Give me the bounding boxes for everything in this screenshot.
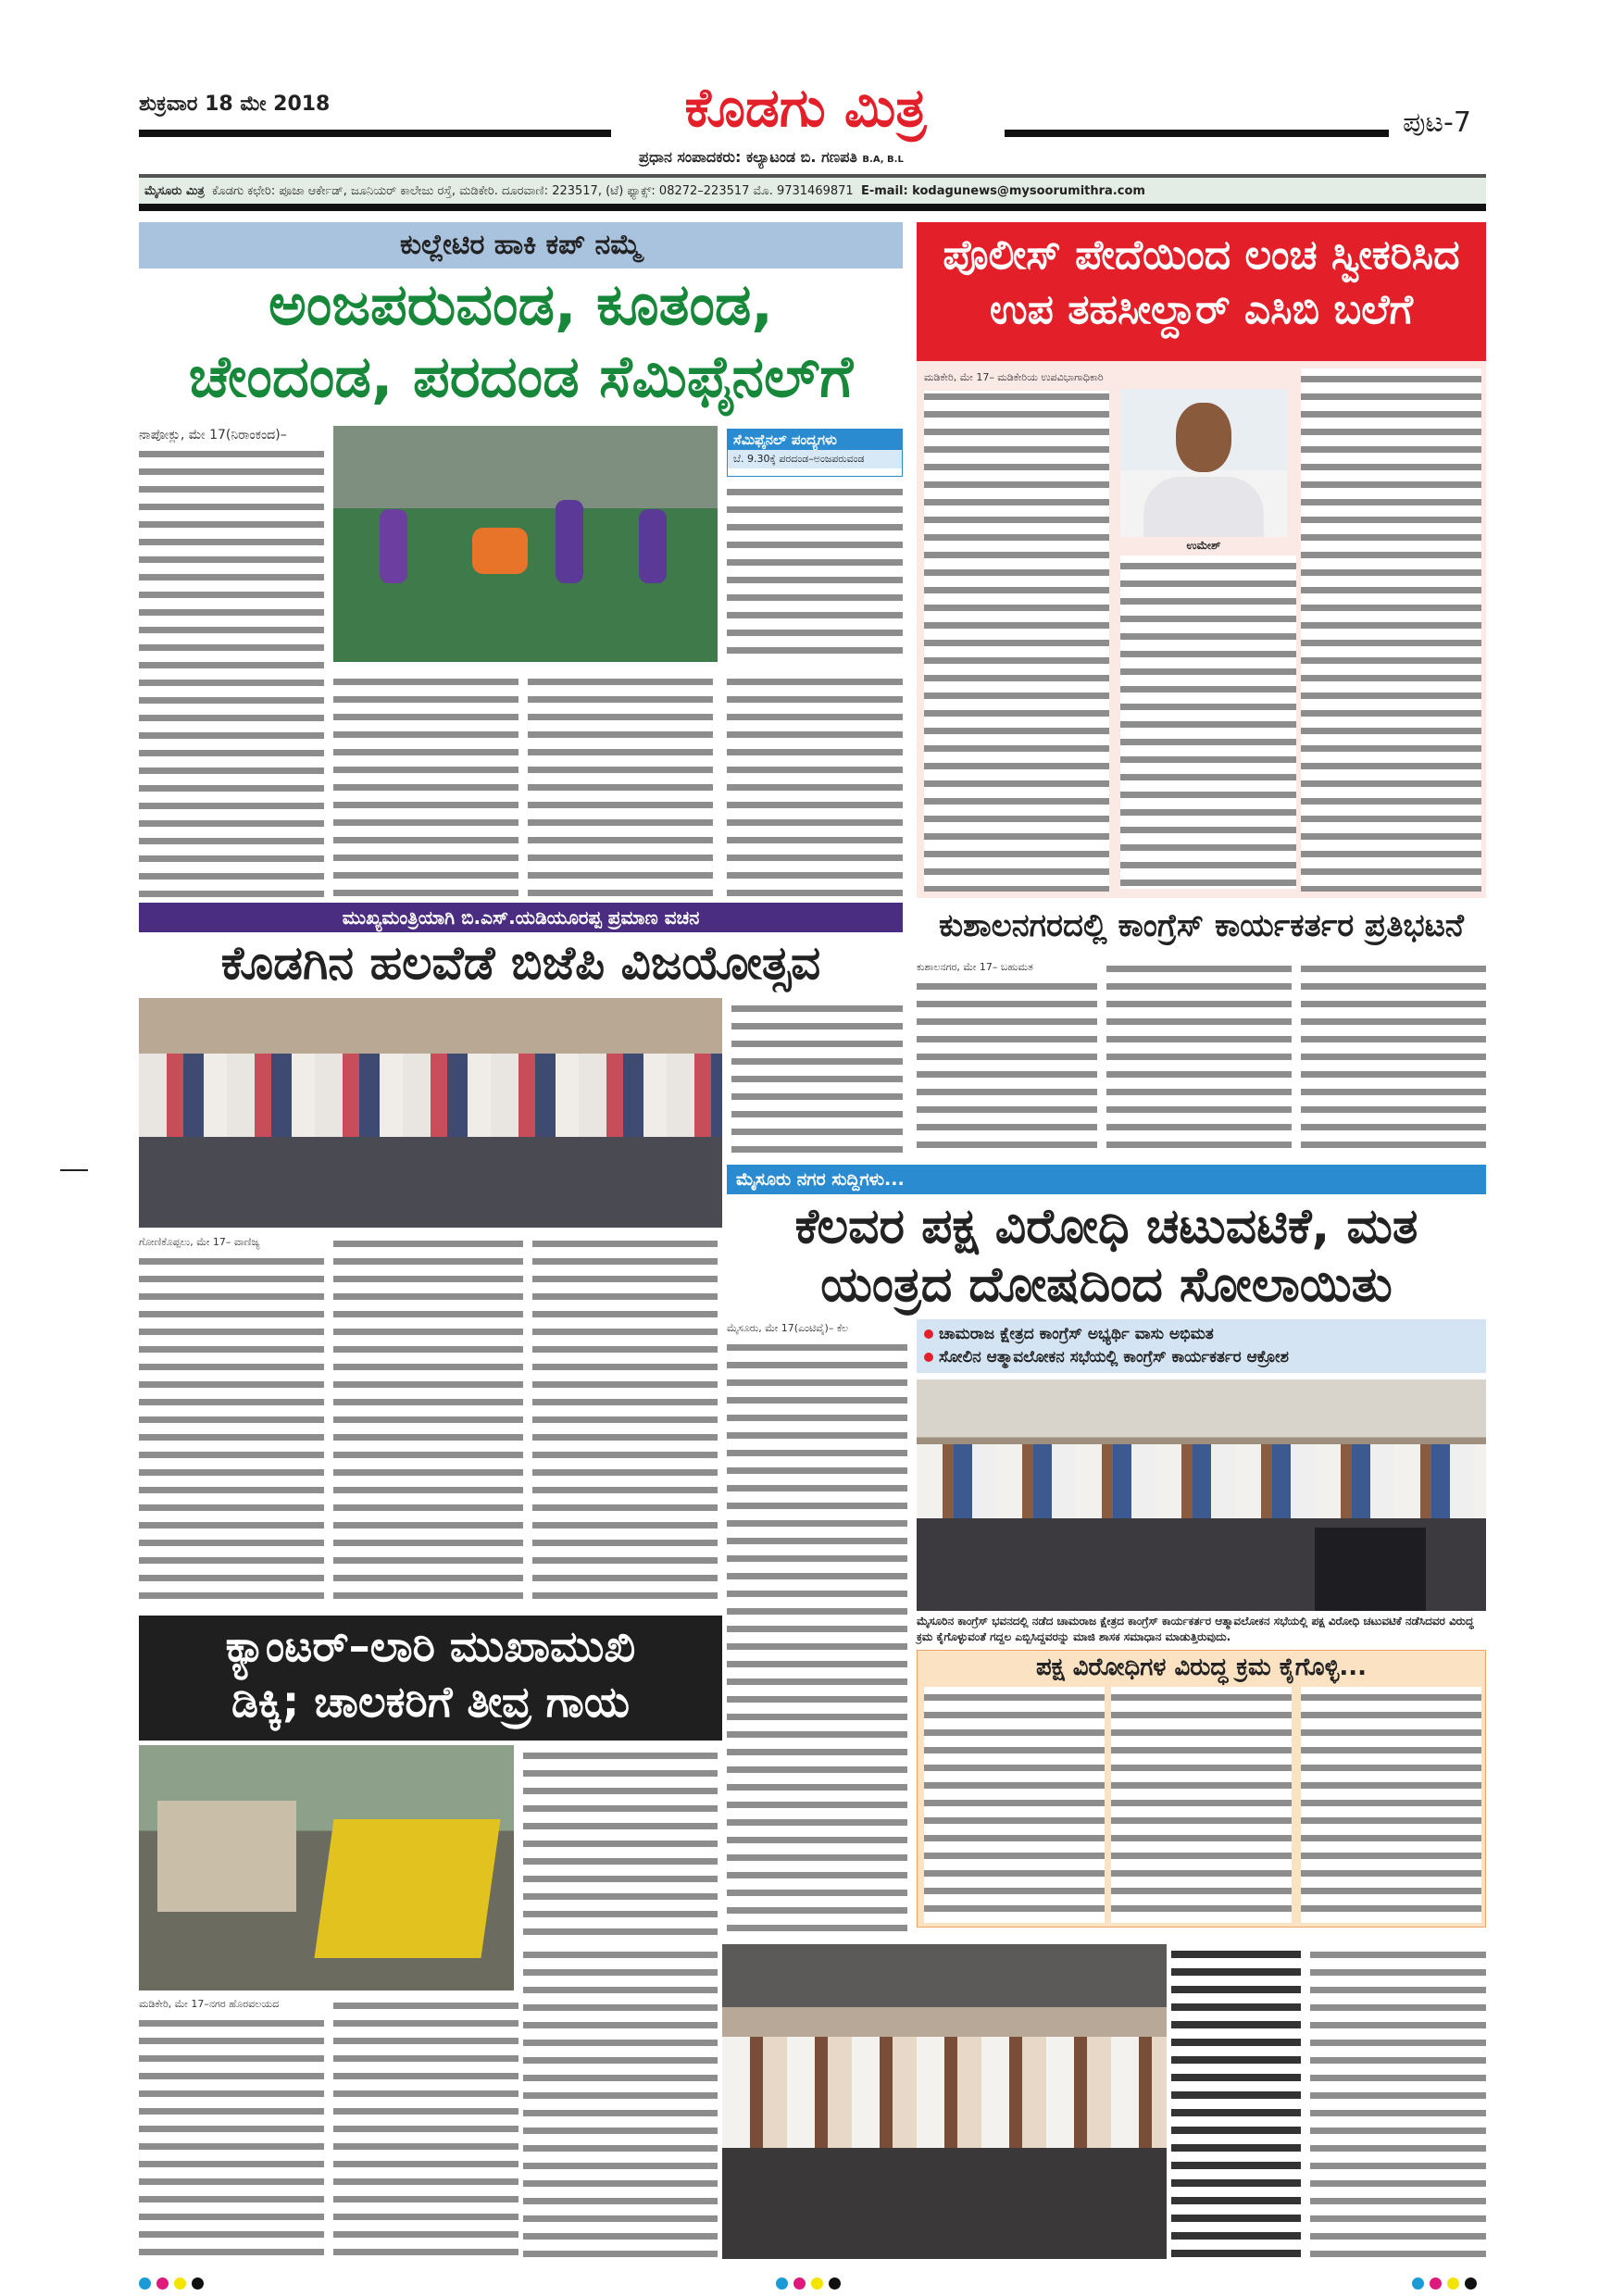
congress-meeting-photo [917, 1379, 1486, 1611]
office-address: ಕೊಡಗು ಕಛೇರಿ: ಪೂಜಾ ಆರ್ಕೇಡ್, ಜೂನಿಯರ್ ಕಾಲೇಜು ರಸ್ತೆ, ಮಡಿಕೇರಿ. ದೂರವಾಣಿ: 223517, (ಟೆ) ಫ್ಯಾಕ್ಸ್: 08272–223517 ಮೊ. 9731469871 [212, 184, 854, 198]
brand-name: ಮೈಸೂರು ಮಿತ್ರ [144, 184, 205, 198]
kushal-body-col1: ಕುಶಾಲನಗರ, ಮೇ 17– ಬಹುಮತ [917, 958, 1097, 1157]
hockey-headline-2: ಚೇಂದಂಡ, ಪರದಂಡ ಸೆಮಿಫೈನಲ್‌ಗೆ [188, 343, 854, 410]
email[interactable]: E-mail: kodagunews@mysoorumithra.com [860, 184, 1145, 198]
bjp-celebration-photo [139, 998, 722, 1228]
accident-headline-1: ಕ್ಯಾಂಟರ್–ಲಾರಿ ಮುಖಾಮುಖಿ [225, 1621, 636, 1671]
hockey-body-col4 [727, 481, 903, 662]
mysuru-kicker: ಮೈಸೂರು ನಗರ ಸುದ್ದಿಗಳು... [727, 1165, 1486, 1194]
sub-article-col2 [1111, 1687, 1292, 1923]
sub-article-col1 [924, 1687, 1105, 1923]
semifinal-box-line: ಬೆ. 9.30ಕ್ಕೆ ಪರದಂಡ–ಅಂಜಪರುವಂಡ [728, 450, 902, 468]
hockey-headline-1: ಅಂಜಪರುವಂಡ, ಕೂತಂಡ, [269, 270, 773, 338]
issue-date: ಶುಕ್ರವಾರ 18 ಮೇ 2018 [139, 93, 331, 116]
semifinal-box [727, 429, 903, 477]
felicitation-body-col1 [1171, 1944, 1301, 2259]
acb-headline-2: ಉಪ ತಹಸೀಲ್ದಾರ್ ಎಸಿಬಿ ಬಲೆಗೆ [989, 286, 1414, 333]
acb-body-col1: ಮಡಿಕೇರಿ, ಮೇ 17– ಮಡಿಕೇರಿಯ ಉಪವಿಭಾಗಾಧಿಕಾರಿ [924, 368, 1109, 892]
hockey-body-col3 [528, 671, 713, 898]
acb-body-col2 [1120, 555, 1296, 889]
meeting-photo-caption: ಮೈಸೂರಿನ ಕಾಂಗ್ರೆಸ್ ಭವನದಲ್ಲಿ ನಡೆದ ಚಾಮರಾಜ ಕ್ಷೇತ್ರದ ಕಾಂಗ್ರೆಸ್ ಕಾರ್ಯಕರ್ತರ ಆತ್ಮಾವಲೋಕನ ಸಭೆಯಲ್ಲಿ ಪಕ್ಷ ವಿರೋಧಿ ಚಟುವಟಿಕೆ ನಡೆಸಿದವರ ವಿರುದ್ಧ ಕ್ರಮ ಕೈಗೊಳ್ಳುವಂತೆ ಗದ್ದಲ ಎಬ್ಬಿಸಿದ್ದವರನ್ನು ಮಾಜಿ ಶಾಸಕ ಸಮಾಧಾನ ಮಾಡುತ್ತಿರುವುದು. [917, 1615, 1474, 1643]
bjp-body-col2 [333, 1233, 523, 1608]
accident-headline-2: ಡಿಕ್ಕಿ; ಚಾಲಕರಿಗೆ ತೀವ್ರ ಗಾಯ [231, 1677, 631, 1727]
registration-dots-center [776, 2276, 846, 2293]
acb-body-col3 [1301, 368, 1481, 892]
hockey-body-col1: ನಾಪೋಕ್ಲು, ಮೇ 17(ನಿರಾಂಕಂದ)– [139, 426, 324, 898]
editor-line [639, 148, 904, 167]
accident-body-col1: ಮಡಿಕೇರಿ, ಮೇ 17–ನಗರ ಹೊರವಲಯದ [139, 1995, 324, 2259]
mysuru-headline-2: ಯಂತ್ರದ ದೋಷದಿಂದ ಸೋಲಾಯಿತು [820, 1257, 1393, 1313]
sub-article-headline: ಪಕ್ಷ ವಿರೋಧಿಗಳ ವಿರುದ್ಧ ಕ್ರಮ ಕೈಗೊಳ್ಳಿ... [1035, 1653, 1368, 1681]
mysuru-bullets [917, 1319, 1486, 1373]
hockey-match-photo [333, 426, 718, 662]
mysuru-body-col1: ಮೈಸೂರು, ಮೇ 17(ಎಂಟಿವೈ)– ಕೆಲ [727, 1319, 907, 1940]
acb-headline-box [917, 222, 1486, 361]
registration-dots-left [139, 2276, 209, 2293]
hockey-kicker: ಕುಲ್ಲೇಟಿರ ಹಾಕಿ ಕಪ್ ನಮ್ಮೆ [139, 222, 903, 268]
felicitation-photo [722, 1944, 1167, 2259]
kushal-body-col2 [1106, 958, 1292, 1157]
accident-headline-box [139, 1616, 722, 1741]
bjp-headline: ಕೊಡಗಿನ ಹಲವೆಡೆ ಬಿಜೆಪಿ ವಿಜಯೋತ್ಸವ [220, 935, 821, 990]
portrait-caption: ಉಮೇಶ್ [1186, 539, 1221, 552]
accident-truck-photo [139, 1745, 514, 1990]
kushal-body-col3 [1301, 958, 1486, 1157]
masthead-rule-right [1005, 130, 1389, 137]
sub-article-col3 [1301, 1687, 1481, 1923]
registration-dots-right [1412, 2276, 1482, 2293]
semifinal-box-title: ಸೆಮಿಫೈನಲ್ ಪಂದ್ಯಗಳು [728, 430, 902, 450]
page-number: ಪುಟ-7 [1403, 106, 1471, 139]
hockey-body-col5 [727, 671, 903, 898]
editor-degree: B.A, B.L [862, 155, 904, 165]
bullet-item: ಚಾಮರಾಜ ಕ್ಷೇತ್ರದ ಕಾಂಗ್ರೆಸ್ ಅಭ್ಯರ್ಥಿ ವಾಸು ಅಭಿಮತ [924, 1323, 1479, 1346]
bjp-kicker: ಮುಖ್ಯಮಂತ್ರಿಯಾಗಿ ಬಿ.ಎಸ್.ಯಡಿಯೂರಪ್ಪ ಪ್ರಮಾಣ ವಚನ [139, 903, 903, 932]
hockey-body-col2 [333, 671, 518, 898]
felicitation-body-col2 [1310, 1944, 1486, 2259]
accused-portrait-photo [1120, 389, 1287, 537]
masthead-rule-left [139, 130, 611, 137]
accident-body-col2 [333, 1995, 518, 2259]
kushal-headline: ಕುಶಾಲನಗರದಲ್ಲಿ ಕಾಂಗ್ರೆಸ್ ಕಾರ್ಯಕರ್ತರ ಪ್ರತಿಭಟನೆ [938, 907, 1465, 944]
acb-headline-1: ಪೊಲೀಸ್ ಪೇದೆಯಿಂದ ಲಂಚ ಸ್ವೀಕರಿಸಿದ [943, 231, 1460, 279]
bjp-body-col1: ಗೋಣಿಕೊಪ್ಪಲು, ಮೇ 17– ವಾಣಿಜ್ಯ [139, 1233, 324, 1608]
accident-body-side [523, 1745, 718, 1940]
mysuru-headline-1: ಕೆಲವರ ಪಕ್ಷ ವಿರೋಧಿ ಚಟುವಟಿಕೆ, ಮತ [794, 1199, 1418, 1254]
newspaper-title: ಕೊಡಗು ಮಿತ್ರ [684, 76, 927, 139]
bullet-item: ಸೋಲಿನ ಆತ್ಮಾವಲೋಕನ ಸಭೆಯಲ್ಲಿ ಕಾಂಗ್ರೆಸ್ ಕಾರ್ಯಕರ್ತರ ಆಕ್ರೋಶ [924, 1346, 1479, 1369]
address-strip [139, 174, 1486, 211]
fold-mark [60, 1169, 88, 1171]
bjp-body-col3 [532, 1233, 718, 1608]
accident-body-col3 [523, 1944, 718, 2259]
editor-name: ಪ್ರಧಾನ ಸಂಪಾದಕರು: ಕಲ್ಯಾಟಂಡ ಬಿ. ಗಣಪತಿ [639, 148, 857, 166]
bjp-body-side [731, 998, 903, 1160]
